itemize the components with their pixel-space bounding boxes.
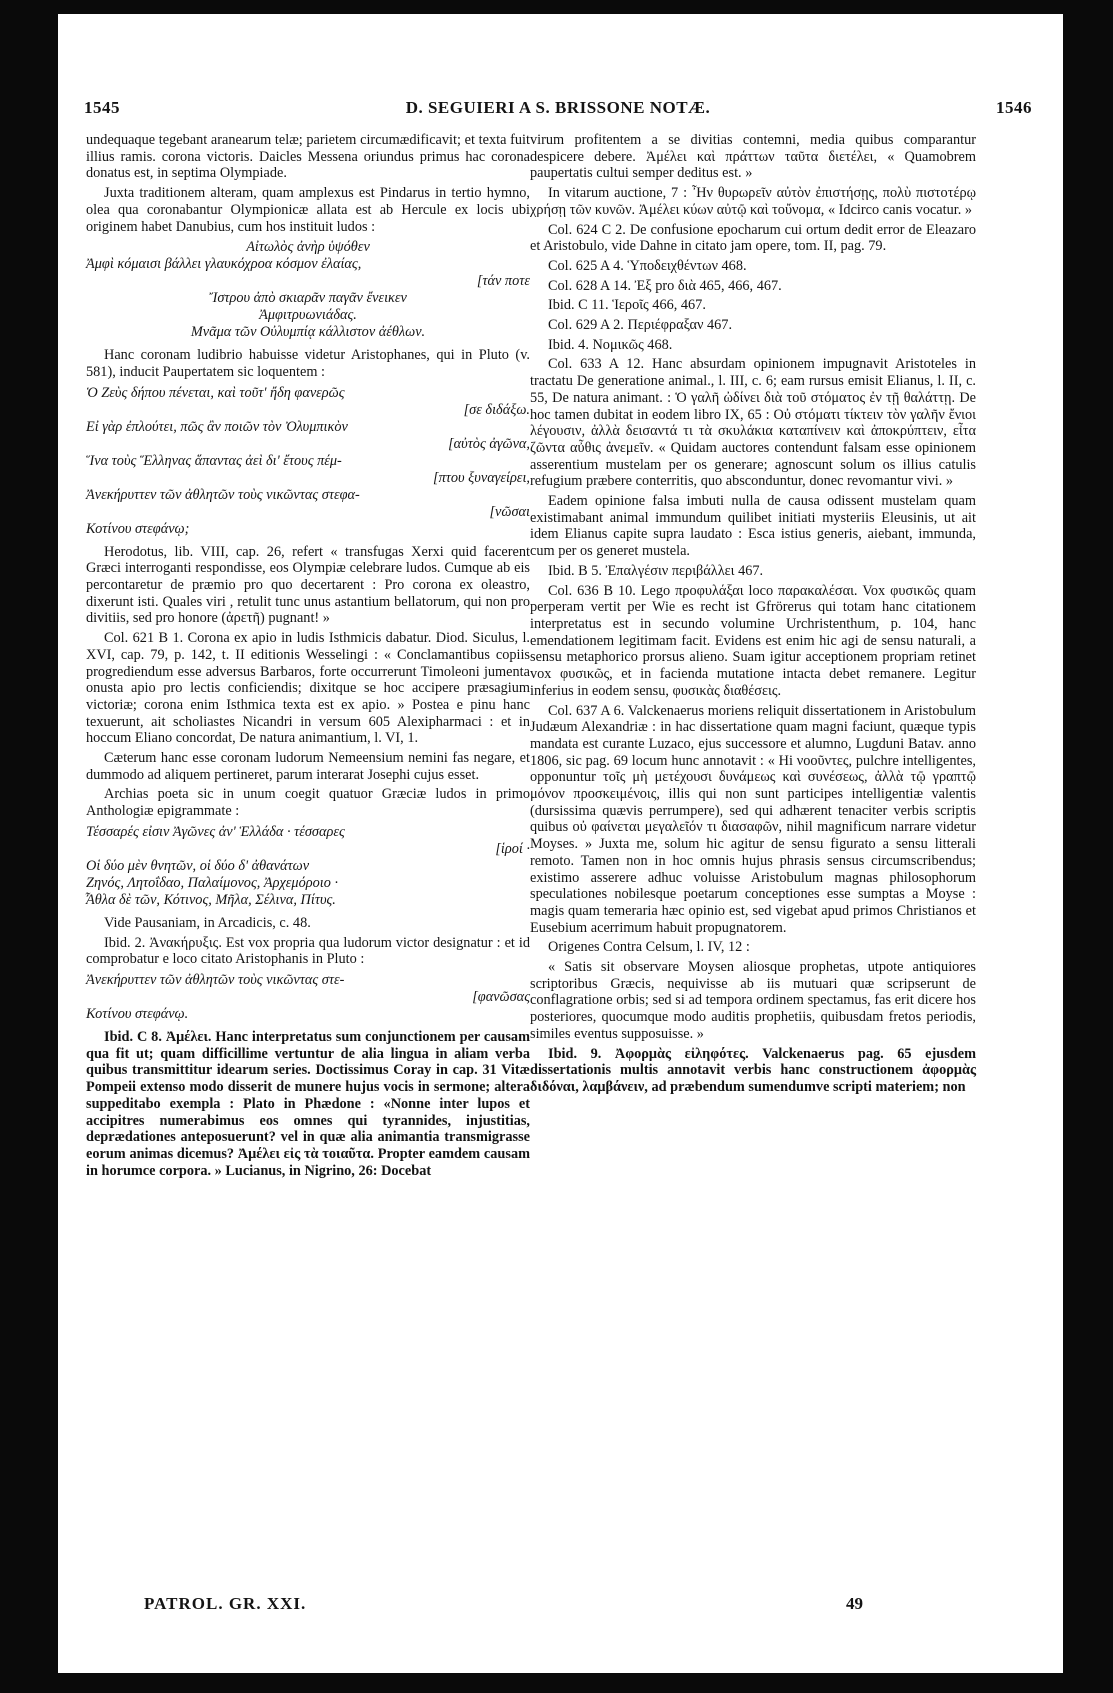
verse-line: [αὐτὸς ἀγῶνα, [448,435,530,452]
paragraph: Col. 624 C 2. De confusione epocharum cui ortum dedit error de Eleazaro et Aristobulo, vide Dahne in citato jam opere, tom. II, pag. 79. [530,221,976,255]
greek-verse-pindar [86,239,530,341]
verse-line: Κοτίνου στεφάνῳ. [86,1005,189,1022]
paragraph: Origenes Contra Celsum, l. IV, 12 : [548,939,750,956]
verse-line: Αἰτωλὸς ἀνὴρ ὑψόθεν [246,239,370,256]
verse-line: Ἵνα τοὺς Ἕλληνας ἅπαντας ἀεὶ δι' ἔτους πέμ- [86,452,342,469]
index-entry: Col. 629 A 2. Περιέφραξαν 467. [548,317,733,334]
verse-line: Τέσσαρές εἰσιν Ἀγῶνες ἀν' Ἑλλάδα · τέσσαρες [86,823,345,840]
left-column [86,132,530,1182]
index-entry: Ibid. 4. Νομικῶς 468. [548,336,673,353]
paragraph: Ibid. C 8. Ἀμέλει. Hanc interpretatus sum conjunctionem per causam qua fit ut; quam difficillime vertuntur de alia lingua in aliam verba quibus transmittitur idearum series. Doctissimus Coray in cap. 31 Vitæ Pompeii extenso modo disserit de munere hujus vocis in sermone; altera suppeditabo exempla : Plato in Phædone : «Nonne inter lupos et accipitres numerabimus eos omnes qui tyrannides, injustitias, deprædationes anteposuerunt? vel in quæ alia animantia transmigrasse eorum animas dicemus? Ἀμέλει εἰς τὰ τοιαῦτα. Propter eamdem causam in horumce corpora. » Lucianus, in Nigrino, 26: Docebat [86,1028,530,1179]
verse-line: [φανῶσας [472,988,530,1005]
index-entry: Col. 628 A 14. Ἐξ pro διὰ 465, 466, 467. [548,277,782,294]
verse-line: Ἀμφιτρυωνιάδας. [259,307,357,324]
sheet-number: 49 [846,1594,863,1613]
paragraph: Col. 621 B 1. Corona ex apio in ludis Isthmicis dabatur. Diod. Siculus, l. XVI, cap. 79, p. 142, t. II editionis Wesselingi : « Conclamantibus copiis progrediendum esse adversus Barbaros, forte occurrerunt Timoleoni jumenta onusta apio pro lectis conficiendis; dixitque se hoc accipere præsagium victoriæ; corona enim Isthmica texta est ex apio. » Postea e pinu hanc texuerunt, ait scholiastes Nicandri in versum 605 Alexipharmaci : et in hoccum Eliano concordat, De natura animantium, l. VI, 1. [86,630,530,747]
running-header [84,98,1032,122]
index-entry: Ibid. C 11. Ἱεροῖς 466, 467. [548,297,706,314]
verse-line: Μνᾶμα τῶν Οὐλυμπίᾳ κάλλιστον ἀέθλων. [190,324,426,341]
verse-line: Ἆθλα δὲ τῶν, Κότινος, Μῆλα, Σέλινα, Πίτυς. [86,891,336,908]
paragraph: Col. 633 A 12. Hanc absurdam opinionem impugnavit Aristoteles in tractatu De generatione animal., l. III, c. 6; eam rursus emisit Elianus, l. II, c. 55, De natura animant. : Ὁ γαλῆ ὠδίνει διὰ τοῦ στόματος ἐν τῇ θαλάττῃ. De hoc tamen dubitat in eodem libro IX, 65 : Οὐ στόματι τίκτειν τὸν γαλῆν ἔνιοι λέγουσιν, ἀλλὰ δεισαντά τι τὰ σκυλάκια καταπίνειν καὶ ἀποκρύπτειν, εἶτα ζῶντα αὖθις ἀνεμεῖν. « Quidam auctores contendunt falsam esse opinionem asserentium mustelam per os generare; agnoscunt solum os illius catulis refugium præbere conterritis, quo absconduntur, donec revomantur vivi. » [530,356,976,490]
paragraph: undequaque tegebant aranearum telæ; parietem circumædificavit; et texta fuit illius ramis. corona victoris. Daicles Messena oriundus primus hac corona donatus est, in septima Olympiade. [86,132,530,182]
verse-line: Ζηνός, Λητοΐδαο, Παλαίμονος, Ἀρχεμόροιο · [86,874,339,891]
paragraph: Herodotus, lib. VIII, cap. 26, refert « transfugas Xerxi quid facerent Græci interroganti respondisse, eos Olympiæ celebrare ludos. Cumque ab eis percontaretur de præmio pro quo decertarent : Pro corona ex oleastro, dixerunt isti. Quales viri , retulit tunc unus astantium bellatorum, qui non pro divitiis, sed pro honore (ἀρετῆ) pugnant! » [86,543,530,627]
paragraph: Vide Pausaniam, in Arcadicis, c. 48. [104,914,311,931]
index-entry: Col. 625 A 4. Ὑποδειχθέντων 468. [548,257,747,274]
greek-verse-pluto [86,972,530,1023]
verse-line: Ὁ Ζεὺς δήπου πένεται, καὶ τοῦτ' ἤδη φανερῶς [86,384,345,401]
verse-line: Ἴστρου ἀπὸ σκιαρᾶν παγᾶν ἔνεικεν [209,290,407,307]
paragraph: Ibid. 2. Ἀνακήρυξις. Est vox propria qua ludorum victor designatur : et id comprobatur e loco citato Aristophanis in Pluto : [86,934,530,968]
paragraph: Col. 637 A 6. Valckenaerus moriens reliquit dissertationem in Aristobulum Judæum Alexandriæ : in hac dissertatione quam magni faciunt, quæque typis mandata est curante Luzaco, ejus successore et alumno, Lugduni Batav. anno 1806, sic pag. 69 locum hunc annotavit : « Hi νοοῦντες, pulchre intelligentes, opponuntur τοῖς μὴ μετέχουσι δυνάμεως καὶ συνέσεως, ἀλλὰ τῷ γραπτῷ μόνον προσκειμένοις, illis qui non sunt participes intelligentiæ valentis (dursissima quævis perrumpere), sed qui adhærent tenaciter verbis scriptis quibus οὐ φαίνεται μεγαλεῖόν τι διασαφῶν, nihil magnificum narrare videtur Moyses. » Juxta me, solum hic agitur de sensu figurato a sensu litterali remoto. Tamen non in hoc omnis hujus phrasis sensus circumscribendus; existimo asserere adhuc voluisse Aristobulum magnas philosophorum speculationes nobilesque poetarum conceptiones esse sumptas a Moyse : magis quam temeraria hæc opinio est, sed vigebat apud primos Christianos et Eusebium acerrimum habuit propugnatorem. [530,702,976,936]
paragraph: Ibid. 9. Ἀφορμὰς εἰληφότες. Valckenaerus pag. 65 ejusdem dissertationis multis annotavit verbis hanc constructionem ἀφορμὰς διδόναι, λαμβάνειν, ad præbendum sumendumve scripti materiem; non [530,1045,976,1095]
scan-border-bottom [0,1673,1113,1693]
verse-line: [τάν ποτε [476,273,530,290]
paragraph: Juxta traditionem alteram, quam amplexus est Pindarus in tertio hymno, olea qua coronabantur Olympionicæ allata est ab Hercule ex locis ubi originem habet Danubius, cum hos instituit ludos : [86,185,530,235]
greek-verse-archias [86,824,530,909]
scan-border-right [1063,0,1113,1693]
footer-signature: PATROL. GR. XXI. [144,1594,307,1613]
paragraph: Col. 636 B 10. Lego προφυλάξαι loco παρακαλέσαι. Vox φυσικῶς quam perperam vertit per Wie es recht ist Gfrörerus qui totam hanc citationem interpretatus est in secundo volumine Urchristenthum, p. 104, hanc emendationem legitimam facit. Evidens est enim hic agi de sensu naturali, a sensu metaphorico prorsus alieno. Suam igitur acceptionem propriam retinet vox φυσικῶς, et in facienda mutatione intacta debet remanere. Legitur inferius in eodem sensu, φυσικὰς διαθέσεις. [530,582,976,699]
paragraph: Hanc coronam ludibrio habuisse videtur Aristophanes, qui in Pluto (v. 581), inducit Paupertatem sic loquentem : [86,347,530,380]
verse-line: Ἀνεκήρυττεν τῶν ἀθλητῶν τοὺς νικῶντας στε- [86,971,345,988]
paragraph: In vitarum auctione, 7 : Ἦν θυρωρεῖν αὐτὸν ἐπιστήσῃς, πολὺ πιστοτέρῳ χρήσῃ τῶν κυνῶν. Ἀμέλει κύων αὐτῷ καὶ τοὔνομα, « Idcirco canis vocatur. » [530,185,976,218]
paragraph: Eadem opinione falsa imbuti nulla de causa odissent mustelam quam existimabant animal immundum quilibet initiati mysteriis Eleusinis, ut ait idem Elianus capite supra laudato : Esca istius generis, aiebant, immunda, cum per os generet mustela. [530,493,976,560]
verse-line: Ἀνεκήρυττεν τῶν ἀθλητῶν τοὺς νικῶντας στεφα- [86,486,360,503]
page-footer [84,1594,1032,1618]
verse-line: Εἰ γὰρ ἐπλούτει, πῶς ἂν ποιῶν τὸν Ὀλυμπικὸν [86,418,348,435]
page-number-left: 1545 [84,98,120,117]
right-column [530,132,976,1099]
greek-verse-aristophanes [86,385,530,538]
scan-border-left [0,0,58,1693]
paragraph: Archias poeta sic in unum coegit quatuor Græciæ ludos in primo Anthologiæ epigrammate : [86,786,530,820]
paragraph: « Satis sit observare Moysen aliosque prophetas, utpote antiquiores scriptoribus Græcis, nequivisse ab iis mutuari quæ scripserunt de conflagratione orbis; sed si ad tempora ordinem spectamus, fas erit dicere hos posteriores, quocumque modo auditis prophetiis, quibusdam fretos periodis, similes eventus supposuisse. » [530,959,976,1042]
page-number-right: 1546 [996,98,1032,117]
verse-line: Κοτίνου στεφάνῳ; [86,520,190,537]
verse-line: Οἱ δύο μὲν θνητῶν, οἱ δύο δ' ἀθανάτων [86,857,310,874]
running-title: D. SEGUIERI A S. BRISSONE NOTÆ. [405,98,711,117]
paragraph: Cæterum hanc esse coronam ludorum Nemeensium nemini fas negare, et dummodo ad aliquem pertineret, parum interarat Josephi cujus esset. [86,750,530,783]
verse-line: [ἱροί · [495,840,530,857]
scan-border-top [0,0,1113,14]
verse-line: Ἀμφὶ κόμαισι βάλλει γλαυκόχροα κόσμον ἐλαίας, [86,256,362,273]
index-entry: Ibid. B 5. Ἐπαλγέσιν περιβάλλει 467. [548,562,764,579]
paragraph: virum profitentem a se divitias contemni, media quibus comparantur despicere debere. Ἀμέλει καὶ πράττων ταῦτα διετέλει, « Quamobrem paupertatis cultui semper deditus est. » [530,132,976,182]
verse-line: [πτου ξυναγείρει, [433,469,530,486]
verse-line: [σε διδάξω. [463,401,530,418]
verse-line: [νῶσαι [489,503,530,520]
